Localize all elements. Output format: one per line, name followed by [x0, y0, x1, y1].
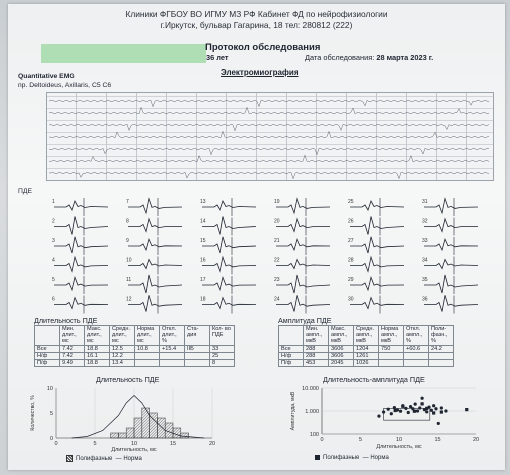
- scatter-point: [440, 406, 443, 409]
- x-axis-label: Длительность, мс: [111, 447, 157, 452]
- duration-table-cell: 18.8: [85, 360, 110, 367]
- pde-number: 28: [348, 257, 354, 264]
- amplitude-table-header-cell: Поли- фазн., %: [429, 326, 454, 346]
- emg-trace: [49, 172, 489, 179]
- scatter-point-polyphase: [401, 405, 404, 408]
- duration-table-cell: 9.49: [60, 360, 85, 367]
- amplitude-table-cell: 2045: [329, 360, 354, 367]
- scatter-legend: Полифазные — Норма: [315, 455, 389, 461]
- scatter-point-polyphase: [465, 408, 468, 411]
- pde-number: 21: [274, 238, 280, 244]
- pde-number: 16: [200, 257, 206, 264]
- duration-table-cell: [135, 360, 160, 367]
- pde-waveform: [424, 199, 478, 213]
- x-axis-label: Длительность, мс: [376, 444, 422, 450]
- pde-waveform: [350, 237, 404, 253]
- pde-number: 27: [348, 238, 354, 244]
- pde-waveform: [54, 277, 108, 290]
- emg-trace: [49, 107, 489, 114]
- duration-table-row: [35, 360, 235, 367]
- duration-table-cell: 25: [210, 352, 235, 359]
- pde-number: 3: [52, 238, 55, 244]
- histogram-bar: [173, 428, 181, 438]
- exam-date: [305, 53, 433, 62]
- duration-table-header-cell: [35, 326, 60, 346]
- y-tick-label: 10.000: [302, 386, 319, 392]
- pde-waveform: [202, 237, 256, 253]
- legend-norm-1: Норма: [123, 456, 142, 463]
- pde-number: 36: [422, 296, 428, 303]
- scatter-point: [382, 410, 385, 413]
- scatter-point: [434, 407, 437, 410]
- scatter-point-polyphase: [394, 409, 397, 412]
- redaction-tape: [41, 44, 206, 63]
- scatter-point: [437, 422, 440, 425]
- x-tick-label: 15: [434, 437, 441, 443]
- duration-table-cell: 7.42: [60, 352, 85, 359]
- pde-number: 15: [200, 238, 206, 244]
- pde-waveform: [128, 199, 182, 213]
- emg-raw-strip: [46, 92, 494, 181]
- pde-waveform: [202, 217, 256, 235]
- emg-trace: [49, 148, 489, 155]
- scatter-point-polyphase: [440, 410, 443, 413]
- section-title: Электромиография: [221, 68, 299, 77]
- pde-waveform: [350, 257, 404, 271]
- duration-table-cell: 33: [210, 345, 235, 352]
- duration-table-cell: 18.8: [85, 345, 110, 352]
- amplitude-table-cell: 3606: [329, 345, 354, 352]
- scatter-point: [421, 397, 424, 400]
- pde-waveform: [276, 199, 330, 213]
- amplitude-table-cell: [404, 360, 429, 367]
- amplitude-table-header-cell: Средн. ампл., мкВ: [354, 326, 379, 346]
- pde-number: 14: [200, 218, 206, 225]
- scatter-point: [407, 411, 410, 414]
- duration-table-cell: Н/ф: [35, 352, 60, 359]
- amplitude-table-header-cell: Норма ампл., мкВ: [379, 326, 404, 346]
- pde-waveform: [276, 219, 330, 232]
- pde-number: 1: [52, 199, 55, 205]
- pde-number: 32: [422, 218, 428, 225]
- polyphase-swatch: [66, 455, 73, 462]
- duration-table-cell: 13.4: [110, 360, 135, 367]
- scatter-point: [444, 409, 447, 412]
- x-tick-label: 10: [395, 437, 403, 443]
- duration-table-header-cell: Откл. длит., %: [160, 326, 185, 346]
- scatter-point: [425, 410, 428, 413]
- amplitude-table-cell: 1261: [354, 352, 379, 359]
- pde-number: 30: [348, 296, 354, 303]
- duration-table-cell: 10.8: [135, 345, 160, 352]
- pde-number: 13: [200, 199, 206, 205]
- amplitude-table-header-cell: Макс. ампл., мкВ: [329, 326, 354, 346]
- pde-label: ПДЕ: [18, 188, 33, 195]
- pde-waveform: [54, 217, 108, 235]
- duration-table-cell: П/ф: [35, 360, 60, 367]
- pde-number: 34: [422, 257, 428, 264]
- amplitude-table-cell: 288: [304, 352, 329, 359]
- duration-table-cell: [185, 352, 210, 359]
- amplitude-table-cell: [429, 352, 454, 359]
- pde-number: 2: [52, 218, 55, 225]
- pde-number: 26: [348, 218, 354, 225]
- scatter-point: [390, 412, 393, 415]
- pde-number: 25: [348, 199, 354, 205]
- amplitude-table-cell: Н/ф: [279, 352, 304, 359]
- histogram-bar: [142, 408, 150, 438]
- pde-waveform: [424, 295, 478, 311]
- histogram-legend: Полифазные — Норма: [66, 455, 142, 462]
- scatter-point: [387, 408, 390, 411]
- pde-number: 4: [52, 257, 55, 264]
- emg-trace: [49, 100, 489, 107]
- amplitude-table-cell: +60.6: [404, 345, 429, 352]
- duration-table-cell: 12.5: [110, 345, 135, 352]
- y-tick-label: 100: [309, 432, 319, 438]
- test-name: Quantitative EMG: [18, 73, 75, 80]
- legend-polyphase-2: Полифазные: [323, 455, 360, 462]
- pde-waveform: [424, 219, 478, 232]
- amplitude-table-row: [279, 345, 454, 352]
- pde-waveform: [202, 277, 256, 290]
- patient-age: 36 лет: [206, 53, 229, 62]
- histogram-bar: [157, 418, 165, 438]
- emg-trace: [49, 124, 489, 131]
- pde-waveform: [202, 257, 256, 271]
- amplitude-table-header-cell: Мин. ампл., мкВ: [304, 326, 329, 346]
- scatter-point: [393, 406, 396, 409]
- amplitude-table: [278, 325, 454, 367]
- pde-waveform: [276, 239, 330, 250]
- amplitude-table-header-cell: [279, 326, 304, 346]
- amplitude-table-cell: [379, 352, 404, 359]
- scatter-point: [404, 407, 407, 410]
- duration-amplitude-scatter: [288, 384, 488, 452]
- amplitude-table-cell: 1026: [354, 360, 379, 367]
- x-tick-label: 5: [93, 441, 97, 447]
- pde-number: 9: [126, 238, 129, 244]
- amplitude-table-cell: 750: [379, 345, 404, 352]
- duration-table-cell: [160, 360, 185, 367]
- pde-number: 7: [126, 199, 129, 205]
- pde-waveform: [202, 298, 256, 309]
- y-axis-label: Амплитуда, мкВ: [290, 391, 296, 431]
- histogram-bar: [181, 433, 189, 438]
- duration-table-header-cell: Средн. длит., мс: [110, 326, 135, 346]
- pde-waveform: [128, 295, 182, 311]
- pde-number: 5: [52, 277, 55, 283]
- duration-table-cell: +15.4: [160, 345, 185, 352]
- pde-waveform: [128, 239, 182, 250]
- pde-waveform: [128, 219, 182, 232]
- amplitude-table-title: Амплитуда ПДЕ: [278, 316, 332, 325]
- pde-waveform: [350, 217, 404, 235]
- duration-table-header-cell: Кол- во ПДЕ: [210, 326, 235, 346]
- histogram-bar: [126, 428, 134, 438]
- motor-unit-potentials: [46, 197, 496, 315]
- duration-table-cell: Все: [35, 345, 60, 352]
- amplitude-table-cell: П/ф: [279, 360, 304, 367]
- amplitude-table-row: [279, 360, 454, 367]
- pde-waveform: [202, 201, 256, 210]
- pde-number: 29: [348, 277, 354, 283]
- pde-waveform: [424, 239, 478, 250]
- pde-number: 22: [274, 257, 280, 264]
- scatter-point: [414, 402, 417, 405]
- pde-waveform: [54, 298, 108, 309]
- x-tick-label: 0: [54, 441, 58, 447]
- amplitude-table-cell: 453: [304, 360, 329, 367]
- pde-number: 24: [274, 296, 280, 303]
- exam-date-label: Дата обследования:: [305, 53, 375, 62]
- pde-waveform: [350, 298, 404, 309]
- duration-table-row: [35, 352, 235, 359]
- duration-table-header-row: [35, 326, 235, 346]
- pde-waveform: [54, 201, 108, 210]
- pde-waveform: [54, 237, 108, 253]
- legend-norm-2: Норма: [370, 455, 389, 462]
- amplitude-table-row: [279, 352, 454, 359]
- amplitude-table-cell: 3606: [329, 352, 354, 359]
- duration-table-cell: 7.42: [60, 345, 85, 352]
- legend-polyphase-1: Полифазные: [76, 456, 113, 463]
- polyphase-marker: [315, 455, 320, 460]
- x-tick-label: 20: [208, 441, 216, 447]
- pde-number: 31: [422, 199, 428, 205]
- duration-table-header-cell: Ста- дия: [185, 326, 210, 346]
- pde-waveform: [128, 275, 182, 293]
- amplitude-table-cell: Все: [279, 345, 304, 352]
- pde-number: 19: [274, 199, 280, 205]
- amplitude-table-cell: [379, 360, 404, 367]
- pde-waveform: [424, 275, 478, 293]
- amplitude-table-header-cell: Откл. ампл., %: [404, 326, 429, 346]
- amplitude-table-cell: 1204: [354, 345, 379, 352]
- duration-table-cell: 12.2: [110, 352, 135, 359]
- scatter-point: [416, 409, 419, 412]
- histogram-bar: [118, 433, 126, 438]
- emg-raw-traces: [47, 93, 493, 180]
- pde-waveform: [54, 257, 108, 271]
- pde-waveform: [276, 275, 330, 293]
- report-sheet: [8, 4, 505, 470]
- duration-table-cell: [185, 360, 210, 367]
- pde-number: 35: [422, 277, 428, 283]
- duration-table-cell: [135, 352, 160, 359]
- amplitude-table-cell: 288: [304, 345, 329, 352]
- pde-number: 8: [126, 218, 129, 225]
- pde-number: 33: [422, 238, 428, 244]
- duration-table-header-cell: Макс. длит., мс: [85, 326, 110, 346]
- scatter-point: [399, 410, 402, 413]
- x-tick-label: 10: [130, 441, 138, 447]
- duration-table-cell: 16.1: [85, 352, 110, 359]
- scatter-point: [377, 415, 380, 418]
- x-tick-label: 0: [320, 437, 324, 443]
- duration-table-header-cell: Мин. длит., мс: [60, 326, 85, 346]
- scatter-point: [430, 409, 433, 412]
- duration-table-header-cell: Норма длит., мс: [135, 326, 160, 346]
- y-axis-label: Количество, %: [30, 395, 36, 431]
- histogram-title: Длительность ПДЕ: [96, 375, 160, 384]
- x-tick-label: 5: [358, 437, 363, 443]
- exam-date-value: 28 марта 2023 г.: [376, 53, 434, 62]
- clinic-name: Клиники ФГБОУ ВО ИГМУ МЗ РФ Кабинет ФД по нейрофизиологии: [125, 9, 388, 19]
- histogram-bar: [134, 418, 142, 438]
- amplitude-table-cell: 24.2: [429, 345, 454, 352]
- duration-table-cell: [160, 352, 185, 359]
- pde-waveform: [350, 201, 404, 210]
- x-tick-label: 20: [472, 437, 480, 443]
- amplitude-table-cell: [404, 352, 429, 359]
- pde-number: 12: [126, 296, 132, 303]
- scatter-point: [418, 406, 421, 409]
- scatter-point-polyphase: [432, 411, 435, 414]
- x-tick-label: 15: [169, 441, 177, 447]
- duration-table-cell: IIБ: [185, 345, 210, 352]
- pde-number: 10: [126, 257, 132, 264]
- scatter-point-polyphase: [413, 410, 416, 413]
- scatter-point-polyphase: [421, 402, 424, 405]
- y-tick-label: 1.000: [305, 409, 319, 415]
- pde-number: 20: [274, 218, 280, 225]
- histogram-bar: [111, 433, 119, 438]
- pde-number: 18: [200, 296, 206, 303]
- pde-number: 11: [126, 277, 132, 283]
- duration-table: [34, 325, 235, 367]
- scatter-point: [432, 404, 435, 407]
- duration-table-cell: 8: [210, 360, 235, 367]
- histogram-bar: [165, 423, 173, 438]
- emg-trace: [49, 131, 489, 138]
- amplitude-table-cell: [429, 360, 454, 367]
- clinic-address: г.Иркутск, бульвар Гагарина, 18 тел: 280812 (222): [160, 20, 353, 30]
- y-tick-label: 0: [49, 436, 53, 442]
- y-tick-label: 5: [49, 411, 53, 417]
- pde-waveform: [350, 277, 404, 290]
- amplitude-table-header-row: [279, 326, 454, 346]
- pde-number: 17: [200, 277, 206, 283]
- y-tick-label: 10: [46, 386, 53, 392]
- duration-table-title: Длительность ПДЕ: [34, 316, 98, 325]
- pde-number: 23: [274, 277, 280, 283]
- duration-histogram: [26, 384, 226, 452]
- page-title: Протокол обследования: [205, 42, 321, 53]
- emg-trace: [49, 155, 489, 162]
- scatter-point-polyphase: [425, 407, 428, 410]
- pde-number: 6: [52, 296, 55, 303]
- muscle-name: пр. Deltoideus, Axillaris, C5 C6: [18, 82, 112, 89]
- duration-table-row: [35, 345, 235, 352]
- pde-waveform: [276, 295, 330, 311]
- scatter-title: Длительность-амплитуда ПДЕ: [323, 375, 425, 384]
